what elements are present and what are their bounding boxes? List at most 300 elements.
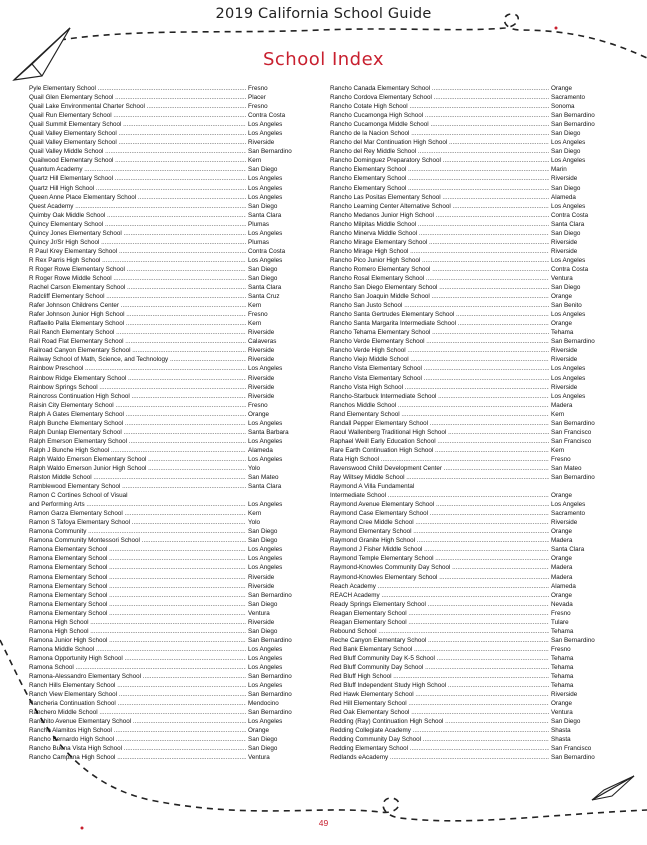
county-name: Riverside	[248, 139, 275, 147]
index-entry	[330, 527, 620, 536]
index-entry	[330, 536, 620, 545]
county-name: Calaveras	[248, 338, 277, 346]
index-entry	[330, 202, 620, 211]
county-name: San Diego	[551, 130, 581, 138]
county-name: San Bernardino	[551, 474, 595, 482]
school-name: Rare Earth Continuation High School .....	[330, 446, 549, 455]
school-name: Ravenswood Child Development Center .....	[330, 464, 549, 473]
school-name: Radcliff Elementary School .....	[29, 292, 246, 301]
school-name: Ramon Garza Elementary School .....	[29, 509, 246, 518]
index-entry	[29, 753, 321, 762]
school-name: Quimby Oak Middle School .....	[29, 211, 246, 220]
index-entry	[330, 193, 620, 202]
county-name: Ventura	[551, 274, 573, 282]
county-name: San Francisco	[551, 745, 592, 753]
index-entry	[29, 717, 321, 726]
school-name: Rancho Tehama Elementary School .....	[330, 328, 549, 337]
index-entry	[29, 229, 321, 238]
index-entry	[29, 238, 321, 247]
index-entry	[29, 220, 321, 229]
county-name: San Diego	[248, 627, 278, 635]
index-entry	[330, 174, 620, 183]
index-entry	[29, 554, 321, 563]
index-entry	[29, 147, 321, 156]
index-entry	[29, 410, 321, 419]
school-name: Rancho Campana High School .....	[29, 753, 246, 762]
school-name: Ramona High School .....	[29, 618, 246, 627]
index-entry	[29, 364, 321, 373]
index-entry	[330, 229, 620, 238]
school-name: Rainbow Ridge Elementary School .....	[29, 374, 246, 383]
index-entry	[29, 274, 321, 283]
index-entry	[330, 274, 620, 283]
index-entry	[330, 129, 620, 138]
school-name: Intermediate School .....	[330, 491, 549, 500]
index-entry	[29, 265, 321, 274]
county-name: Los Angeles	[551, 256, 586, 264]
county-name: Los Angeles	[248, 184, 283, 192]
school-name: Quail Valley Elementary School .....	[29, 129, 246, 138]
school-name: Ray Wiltsey Middle School .....	[330, 473, 549, 482]
index-entry	[330, 491, 620, 500]
index-entry	[330, 455, 620, 464]
school-name: Ramona-Alessandro Elementary School .....	[29, 672, 246, 681]
county-name: San Bernardino	[551, 121, 595, 129]
school-name: REACH Academy .....	[330, 591, 549, 600]
index-entry	[29, 726, 321, 735]
county-name: Nevada	[551, 600, 573, 608]
index-entry	[29, 672, 321, 681]
school-name: Railroad Canyon Elementary School .....	[29, 346, 246, 355]
index-entry	[29, 681, 321, 690]
school-name: Rancho-Starbuck Intermediate School .....	[330, 392, 549, 401]
school-name: Ranchito Avenue Elementary School .....	[29, 717, 246, 726]
index-entry	[330, 328, 620, 337]
index-entry	[330, 102, 620, 111]
school-name: Quail Glen Elementary School .....	[29, 93, 246, 102]
school-name: Rail Ranch Elementary School .....	[29, 328, 246, 337]
index-entry	[330, 184, 620, 193]
index-entry	[330, 401, 620, 410]
index-entry	[330, 419, 620, 428]
index-entry	[330, 554, 620, 563]
county-name: Los Angeles	[248, 256, 283, 264]
index-entry	[330, 319, 620, 328]
school-name: Ralph Waldo Emerson Junior High School .....	[29, 464, 246, 473]
county-name: Kern	[248, 510, 262, 518]
county-name: Alameda	[551, 193, 576, 201]
school-name: Queen Anne Place Elementary School .....	[29, 193, 246, 202]
school-name: Rebound School .....	[330, 627, 549, 636]
school-name: Quailwood Elementary School .....	[29, 156, 246, 165]
school-name: Red Oak Elementary School .....	[330, 708, 549, 717]
county-name: San Bernardino	[551, 419, 595, 427]
county-name: Riverside	[551, 247, 578, 255]
county-name: Kern	[248, 320, 262, 328]
index-entry	[330, 265, 620, 274]
index-entry	[330, 165, 620, 174]
county-name: San Francisco	[551, 437, 592, 445]
county-name: Los Angeles	[551, 392, 586, 400]
school-name: Rancho Mirage High School .....	[330, 247, 549, 256]
county-name: Santa Clara	[248, 483, 282, 491]
school-name: R Paul Krey Elementary School .....	[29, 247, 246, 256]
page-number: 49	[318, 818, 329, 828]
school-name: Red Bluff Community Day School .....	[330, 663, 549, 672]
school-name: Ralph A Gates Elementary School .....	[29, 410, 246, 419]
county-name: Riverside	[551, 519, 578, 527]
county-name: Tehama	[551, 664, 574, 671]
index-entry	[29, 84, 321, 93]
index-entry	[330, 681, 620, 690]
county-name: Marin	[551, 166, 567, 174]
school-name: Rancho Alamitos High School .....	[29, 726, 246, 735]
school-name: Quest Academy .....	[29, 202, 246, 211]
index-entry	[29, 491, 321, 500]
county-name: Riverside	[248, 356, 275, 364]
index-entry	[29, 563, 321, 572]
county-name: Los Angeles	[248, 437, 283, 445]
index-entry	[29, 455, 321, 464]
school-name: Rancho Vista High School .....	[330, 383, 549, 392]
school-name: Ramona Middle School .....	[29, 645, 246, 654]
county-name: San Bernardino	[248, 591, 292, 599]
school-name: Raisin City Elementary School .....	[29, 401, 246, 410]
index-column-left	[29, 84, 321, 763]
index-entry	[330, 120, 620, 129]
county-name: Yolo	[248, 464, 261, 472]
school-name: Rancho Santa Gertrudes Elementary School .....	[330, 310, 549, 319]
index-entry	[330, 301, 620, 310]
school-name: Red Hawk Elementary School .....	[330, 690, 549, 699]
county-name: San Diego	[551, 229, 581, 237]
school-name: Rancho Canada Elementary School .....	[330, 84, 549, 93]
county-name: Los Angeles	[248, 564, 283, 572]
county-name: Riverside	[248, 347, 275, 355]
school-name: Ramona Elementary School .....	[29, 554, 246, 563]
index-entry	[330, 509, 620, 518]
index-entry	[330, 256, 620, 265]
county-name: San Bernardino	[248, 636, 292, 644]
county-name: Los Angeles	[248, 419, 283, 427]
school-name: Quincy Jones Elementary School .....	[29, 229, 246, 238]
school-name: Railway School of Math, Science, and Technology .....	[29, 355, 246, 364]
county-name: San Bernardino	[248, 709, 292, 717]
county-name: Tehama	[551, 329, 574, 337]
county-name: Fresno	[551, 645, 571, 653]
county-name: Los Angeles	[248, 645, 283, 653]
school-name: Ranch View Elementary School .....	[29, 690, 246, 699]
school-name: Ralston Middle School .....	[29, 473, 246, 482]
index-entry	[29, 690, 321, 699]
school-name: Ramona Community Montessori School .....	[29, 536, 246, 545]
index-entry	[29, 346, 321, 355]
county-name: Los Angeles	[248, 193, 283, 201]
county-name: Shasta	[551, 727, 571, 735]
school-name: Rancho Pico Junior High School .....	[330, 256, 549, 265]
school-name: Raymond A Villa Fundamental	[330, 483, 415, 491]
school-name: Red Bank Elementary School .....	[330, 645, 549, 654]
index-entry	[29, 337, 321, 346]
county-name: Riverside	[248, 383, 275, 391]
county-name: Contra Costa	[551, 265, 589, 273]
county-name: San Diego	[551, 284, 581, 292]
school-name: Raymond Avenue Elementary School .....	[330, 500, 549, 509]
county-name: Orange	[551, 591, 573, 599]
school-name: Ramona Community .....	[29, 527, 246, 536]
county-name: San Bernardino	[248, 673, 292, 681]
index-entry	[29, 319, 321, 328]
index-entry	[330, 238, 620, 247]
county-name: Placer	[248, 94, 266, 102]
school-name: Raphael Weill Early Education School .....	[330, 437, 549, 446]
county-name: Madera	[551, 573, 573, 581]
school-name: Quartz Hill Elementary School .....	[29, 174, 246, 183]
index-entry	[29, 735, 321, 744]
school-name: Rancheria Continuation School .....	[29, 699, 246, 708]
school-name: Ralph Emerson Elementary School .....	[29, 437, 246, 446]
county-name: Sacramento	[551, 510, 585, 518]
school-name: Ramona Elementary School .....	[29, 545, 246, 554]
index-entry	[29, 138, 321, 147]
county-name: Los Angeles	[248, 555, 283, 563]
school-name: Rancho Cucamonga High School .....	[330, 111, 549, 120]
school-name: Rancho Cordova Elementary School .....	[330, 93, 549, 102]
county-name: Ventura	[551, 709, 573, 717]
county-name: Plumas	[248, 220, 269, 228]
index-entry	[29, 310, 321, 319]
school-name: Rancho Bernardo High School .....	[29, 735, 246, 744]
county-name: Riverside	[248, 392, 275, 400]
index-entry	[330, 735, 620, 744]
school-name: Rand Elementary School .....	[330, 410, 549, 419]
index-entry	[330, 645, 620, 654]
county-name: San Diego	[551, 148, 581, 156]
school-name: Redding Collegiate Academy .....	[330, 726, 549, 735]
county-name: San Bernardino	[248, 148, 292, 156]
school-name: Ranchos Middle School .....	[330, 401, 549, 410]
index-entry	[29, 708, 321, 717]
index-entry	[29, 283, 321, 292]
school-name: Reagan Elementary School .....	[330, 618, 549, 627]
county-name: Shasta	[551, 736, 571, 744]
index-entry	[29, 111, 321, 120]
index-entry	[29, 591, 321, 600]
index-entry	[29, 582, 321, 591]
county-name: Los Angeles	[248, 175, 283, 183]
county-name: San Diego	[248, 274, 278, 282]
county-name: Riverside	[551, 356, 578, 364]
index-entry	[330, 708, 620, 717]
school-name: Rancho Romero Elementary School .....	[330, 265, 549, 274]
school-name: Redding Community Day School .....	[330, 735, 549, 744]
index-entry	[29, 392, 321, 401]
school-name: Rancho del Mar Continuation High School .....	[330, 138, 549, 147]
county-name: Tehama	[551, 654, 574, 662]
school-name: Ramona Opportunity High School .....	[29, 654, 246, 663]
county-name: San Mateo	[551, 464, 582, 472]
county-name: San Francisco	[551, 428, 592, 436]
county-name: Tehama	[551, 682, 574, 690]
index-entry	[330, 292, 620, 301]
county-name: Alameda	[551, 582, 576, 590]
school-name: Reagan Elementary School .....	[330, 609, 549, 618]
school-name: Rancho San Diego Elementary School .....	[330, 283, 549, 292]
county-name: Los Angeles	[551, 139, 586, 147]
index-entry	[29, 374, 321, 383]
county-name: Contra Costa	[248, 247, 286, 255]
school-name: Rancho Santa Margarita Intermediate School .....	[330, 319, 549, 328]
index-entry	[29, 174, 321, 183]
index-entry	[330, 310, 620, 319]
county-name: Tehama	[551, 673, 574, 681]
county-name: Los Angeles	[248, 664, 283, 671]
school-name: Ramona Elementary School .....	[29, 573, 246, 582]
county-name: Orange	[551, 293, 573, 301]
index-entry	[29, 527, 321, 536]
school-name: Rancho San Justo School .....	[330, 301, 549, 310]
county-name: Fresno	[248, 401, 268, 409]
school-name: Quartz Hill High School .....	[29, 184, 246, 193]
index-entry	[330, 283, 620, 292]
county-name: Tulare	[551, 618, 569, 626]
index-entry	[330, 437, 620, 446]
index-entry	[330, 138, 620, 147]
index-entry	[330, 672, 620, 681]
county-name: Kern	[551, 410, 565, 418]
county-name: Sacramento	[551, 94, 585, 102]
county-name: San Diego	[248, 537, 278, 545]
school-name: Raymond J Fisher Middle School .....	[330, 545, 549, 554]
school-name: Rancho Buena Vista High School .....	[29, 744, 246, 753]
county-name: Los Angeles	[248, 654, 283, 662]
index-entry	[29, 663, 321, 672]
school-name: Ramona Elementary School .....	[29, 600, 246, 609]
index-entry	[29, 301, 321, 310]
index-entry	[330, 464, 620, 473]
school-name: Ramona Elementary School .....	[29, 609, 246, 618]
school-name: Quail Summit Elementary School .....	[29, 120, 246, 129]
index-entry	[330, 744, 620, 753]
index-entry	[29, 292, 321, 301]
county-name: Kern	[248, 302, 262, 310]
school-name: Rancho Rosal Elementary School .....	[330, 274, 549, 283]
index-entry	[29, 419, 321, 428]
index-entry	[29, 383, 321, 392]
county-name: Santa Cruz	[248, 293, 280, 301]
school-name: Rainbow Springs School .....	[29, 383, 246, 392]
county-name: Ventura	[248, 754, 270, 762]
school-name: Red Bluff High School .....	[330, 672, 549, 681]
index-entry	[29, 618, 321, 627]
county-name: Riverside	[551, 238, 578, 246]
index-entry	[29, 545, 321, 554]
school-name: Rancho del Rey Middle School .....	[330, 147, 549, 156]
school-name: Rancho Vista Elementary School .....	[330, 364, 549, 373]
index-entry	[330, 383, 620, 392]
index-entry	[330, 573, 620, 582]
county-name: Orange	[551, 320, 573, 328]
school-name: Ranchero Middle School .....	[29, 708, 246, 717]
index-entry	[330, 337, 620, 346]
county-name: San Bernardino	[551, 636, 595, 644]
county-name: San Diego	[551, 184, 581, 192]
county-name: Plumas	[248, 238, 269, 246]
index-entry	[29, 464, 321, 473]
school-name: Quantum Academy .....	[29, 165, 246, 174]
county-name: Fresno	[248, 103, 268, 111]
school-name: Ranch Hills Elementary School .....	[29, 681, 246, 690]
school-name: Rancho Mirage Elementary School .....	[330, 238, 549, 247]
county-name: Santa Barbara	[248, 428, 289, 436]
school-name: Ramona Elementary School .....	[29, 591, 246, 600]
school-name: Quail Valley Middle School .....	[29, 147, 246, 156]
county-name: Sonoma	[551, 103, 575, 111]
school-name: Pyle Elementary School .....	[29, 84, 246, 93]
school-name: Rancho Milpitas Middle School .....	[330, 220, 549, 229]
school-name: Rafer Johnson Junior High School .....	[29, 310, 246, 319]
county-name: Orange	[248, 410, 270, 418]
index-entry	[330, 111, 620, 120]
guide-title: 2019 California School Guide	[215, 6, 432, 22]
school-name: Rachel Carson Elementary School .....	[29, 283, 246, 292]
school-name: Ramona Junior High School .....	[29, 636, 246, 645]
school-name: Rancho San Joaquin Middle School .....	[330, 292, 549, 301]
index-entry	[330, 473, 620, 482]
index-entry	[29, 129, 321, 138]
index-entry	[29, 482, 321, 491]
county-name: Madera	[551, 537, 573, 545]
index-entry	[29, 202, 321, 211]
school-name: Rancho Elementary School .....	[330, 174, 549, 183]
county-name: San Diego	[248, 736, 278, 744]
school-name: Quincy Jr/Sr High School .....	[29, 238, 246, 247]
county-name: Alameda	[248, 446, 273, 454]
school-name: Ralph Dunlap Elementary School .....	[29, 428, 246, 437]
county-name: San Mateo	[248, 474, 279, 482]
county-name: Orange	[551, 528, 573, 536]
index-entry	[330, 654, 620, 663]
school-name: Rancho de la Nacion School .....	[330, 129, 549, 138]
county-name: San Bernardino	[551, 338, 595, 346]
county-name: Los Angeles	[248, 455, 283, 463]
school-name: Raymond Case Elementary School .....	[330, 509, 549, 518]
county-name: Santa Clara	[551, 546, 585, 554]
index-entry	[330, 410, 620, 419]
county-name: Riverside	[248, 329, 275, 337]
county-name: Riverside	[551, 347, 578, 355]
school-name: Raymond-Knowles Community Day School .....	[330, 563, 549, 572]
index-entry	[29, 609, 321, 618]
school-name: Rancho Learning Center Alternative School .....	[330, 202, 549, 211]
index-entry	[330, 545, 620, 554]
county-name: Riverside	[248, 618, 275, 626]
school-name: Rancho Vista Elementary School .....	[330, 374, 549, 383]
index-entry	[29, 102, 321, 111]
index-entry	[29, 699, 321, 708]
index-entry	[29, 428, 321, 437]
index-entry	[29, 518, 321, 527]
index-entry	[330, 753, 620, 762]
index-entry	[330, 84, 620, 93]
index-entry	[330, 627, 620, 636]
county-name: Orange	[551, 700, 573, 708]
school-name: Reach Academy .....	[330, 582, 549, 591]
school-name: Quail Lake Environmental Charter School .....	[29, 102, 246, 111]
school-name: Rancho Viejo Middle School .....	[330, 355, 549, 364]
index-entry	[29, 509, 321, 518]
school-name: Redding Elementary School .....	[330, 744, 549, 753]
